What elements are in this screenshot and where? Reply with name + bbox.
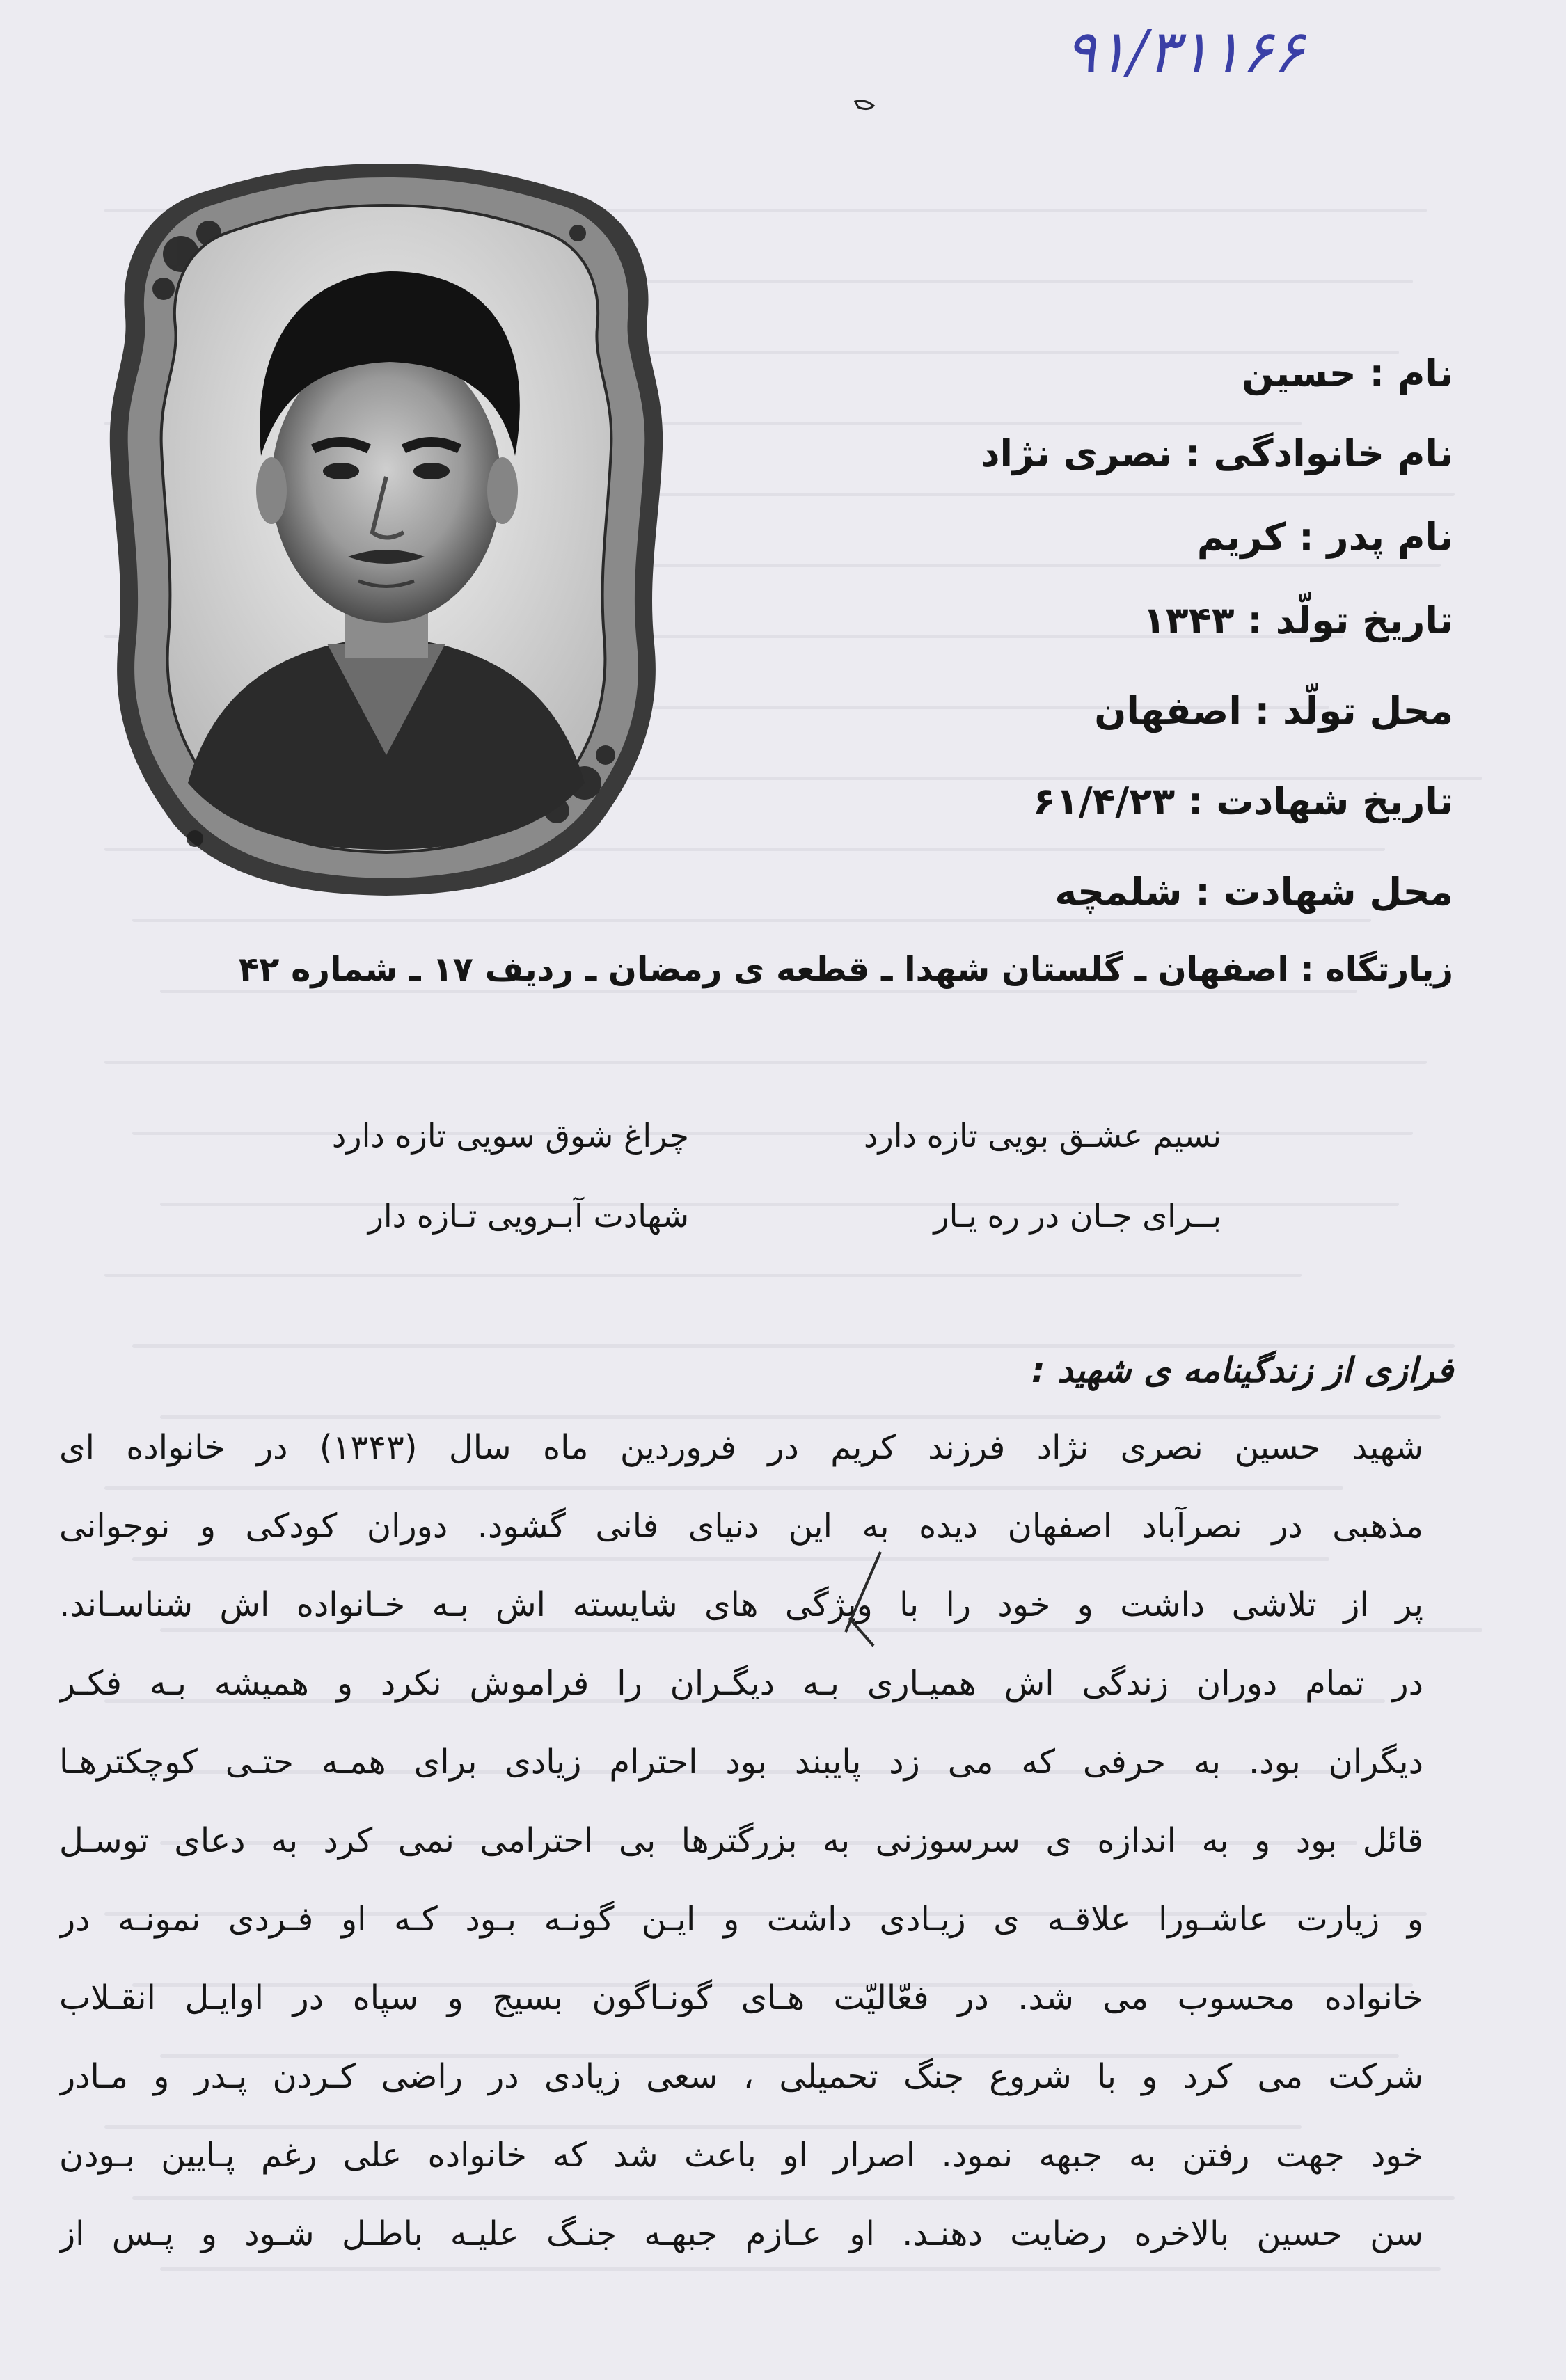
- info-birth-place: محل تولّد : اصفهان: [1094, 689, 1453, 733]
- handwritten-archive-number: ۹۱/۳۱۱۶۶: [1065, 17, 1305, 86]
- bleed-line: [132, 919, 1371, 922]
- poem-line-1-right: نسیم عشـق بویی تازه دارد: [864, 1117, 1221, 1155]
- bio-line: در تمام دوران زندگی اش همیـاری بـه دیگـران را فراموش نکرد و همیشه بـه فکـر: [59, 1664, 1423, 1703]
- bleed-line: [132, 1557, 1329, 1561]
- info-burial-place: زیارتگاه : اصفهان ـ گلستان شهدا ـ قطعه ی رمضان ـ ردیف ۱۷ ـ شماره ۴۲: [238, 950, 1453, 989]
- bleed-line: [160, 1415, 1441, 1419]
- bio-line: و زیارت عاشـورا علاقـه ی زیـادی داشت و ایـن گونـه بـود کـه او فـردی نمونـه در: [59, 1900, 1423, 1939]
- bio-line: دیگران بود. به حرفی که می زد پایبند بود احترام زیادی برای همـه حتـی کوچکترهـا: [59, 1743, 1423, 1782]
- bleed-line: [132, 1344, 1455, 1348]
- ink-speck: [853, 97, 878, 114]
- bio-line: شهید حسین نصری نژاد فرزند کریم در فروردین ماه سال (۱۳۴۳) در خانواده ای: [59, 1428, 1423, 1467]
- pen-scratch-mark: [832, 1548, 891, 1653]
- bio-line: پر از تلاشی داشت و خود را با ویژگی های شایسته اش بـه خـانواده اش شناسـاند.: [59, 1585, 1423, 1624]
- bleed-line: [104, 2125, 1302, 2129]
- info-father-name: نام پدر : کریم: [1196, 515, 1453, 559]
- bleed-line: [104, 1274, 1302, 1277]
- bio-line: خانواده محسوب می شد. در فعّالیّت هـای گونـاگون بسیج و سپاه در اوایـل انقـلاب: [59, 1978, 1423, 2017]
- bleed-line: [104, 1486, 1343, 1490]
- bleed-line: [160, 2267, 1441, 2271]
- bio-line: قائل بود و به اندازه ی سرسوزنی به بزرگترها بی احترامی نمی کرد به دعای توسـل: [59, 1821, 1423, 1860]
- bio-line: سن حسین بالاخره رضایت دهنـد. او عـازم جبهـه جنـگ علیـه باطـل شـود و پـس از: [59, 2214, 1423, 2253]
- bio-line: خود جهت رفتن به جبهه نمود. اصرار او باعث شد که خانواده علی رغم پـایین بـودن: [59, 2136, 1423, 2175]
- info-birth-date: تاریخ تولّد : ۱۳۴۳: [1142, 598, 1453, 642]
- bleed-line: [104, 1061, 1427, 1064]
- biography-title: فرازی از زندگینامه ی شهید :: [1031, 1350, 1453, 1390]
- bio-line: شرکت می کرد و با شروع جنگ تحمیلی ، سعی زیادی در راضی کـردن پـدر و مـادر: [59, 2057, 1423, 2096]
- poem-line-1-left: چراغ شوق سویی تازه دارد: [331, 1117, 689, 1155]
- info-name: نام : حسین: [1242, 351, 1453, 395]
- poem-line-2-left: شهادت آبـرویی تـازه دار: [367, 1197, 689, 1235]
- bleed-line: [132, 2196, 1455, 2200]
- info-family-name: نام خانوادگی : نصری نژاد: [980, 431, 1453, 475]
- bio-line: مذهبی در نصرآباد اصفهان دیده به این دنیای فانی گشود. دوران کودکی و نوجوانی: [59, 1507, 1423, 1546]
- info-martyrdom-place: محل شهادت : شلمچه: [1054, 870, 1453, 914]
- bleed-line: [160, 1628, 1482, 1632]
- bleed-line: [160, 990, 1357, 993]
- poem-line-2-right: بــرای جـان در ره یـار: [933, 1197, 1221, 1235]
- info-martyrdom-date: تاریخ شهادت : ۶۱/۴/۲۳: [1032, 779, 1453, 823]
